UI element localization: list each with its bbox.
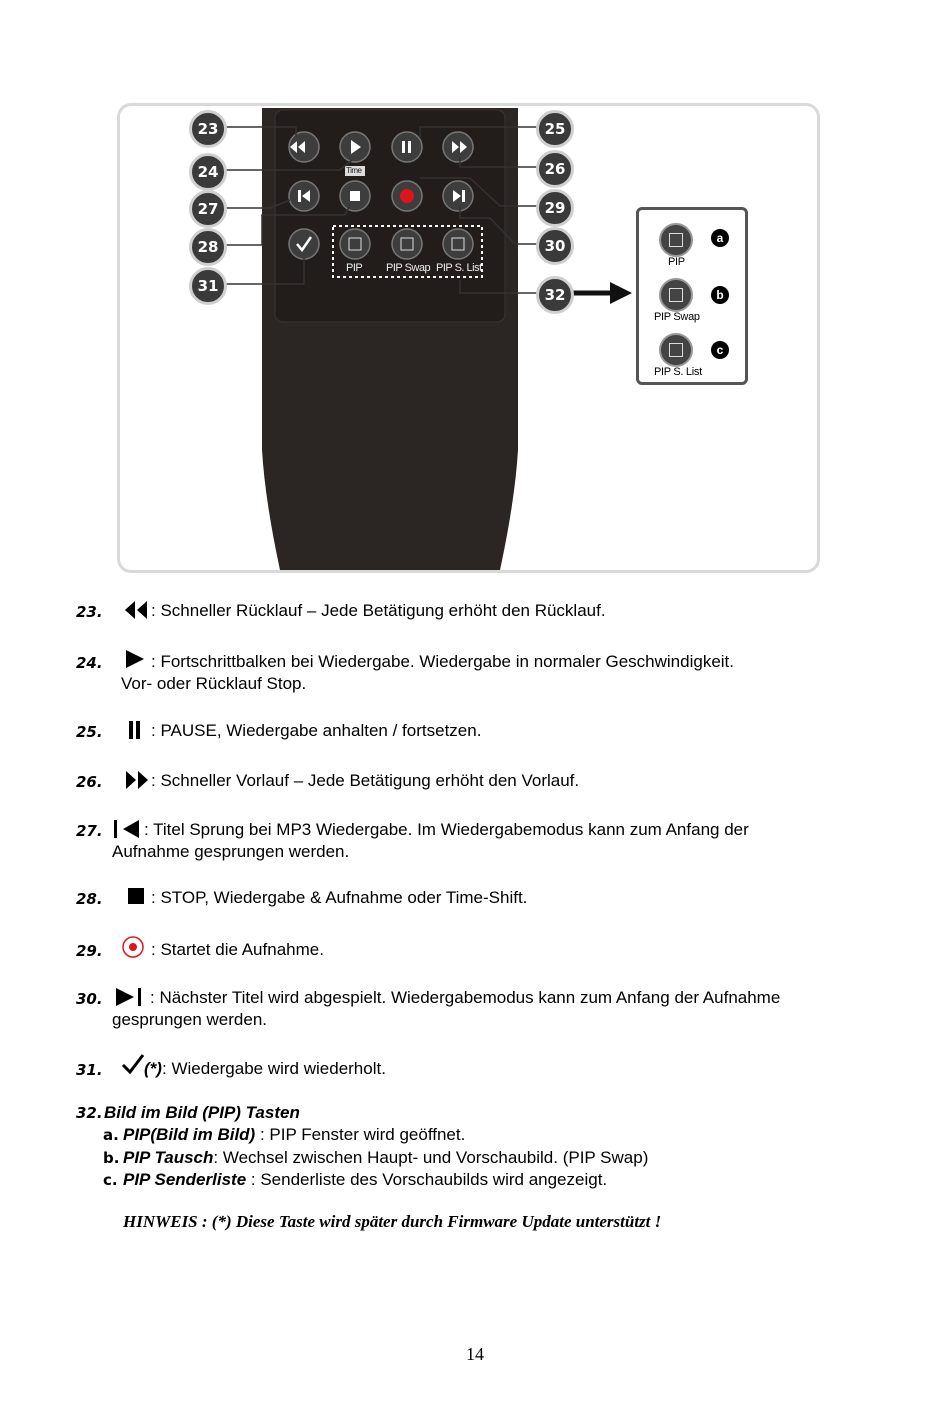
pip-entry-a-letter: a. [103, 1126, 119, 1144]
remote-control-illustration [0, 0, 950, 600]
item-31-asterisk: (*) [144, 1059, 162, 1078]
pip-panel-label-a: PIP [668, 256, 685, 268]
callout-27: 27 [189, 190, 227, 228]
pip-panel-button-b [659, 278, 693, 312]
item-24-text: : Fortschrittbalken bei Wiedergabe. Wiedergabe in normaler Geschwindigkeit. [151, 652, 734, 671]
previous-symbol-icon [113, 819, 143, 839]
pip-label: PIP [346, 262, 363, 274]
item-27-text-continued: Aufnahme gesprungen werden. [112, 842, 350, 861]
item-28-text: : STOP, Wiedergabe & Aufnahme oder Time-Shift. [151, 888, 528, 907]
play-symbol-icon [124, 649, 146, 669]
callout-32: 32 [536, 276, 574, 314]
stop-icon [350, 191, 360, 201]
callout-24: 24 [189, 153, 227, 191]
pip-button[interactable] [340, 229, 370, 259]
pause-icon [402, 141, 405, 153]
pip-entry-b-term: PIP Tausch [123, 1148, 214, 1167]
callout-31: 31 [189, 267, 227, 305]
pip-entry-b [123, 1147, 648, 1169]
pip-panel-letter-c: c [711, 341, 729, 359]
callout-30: 30 [536, 227, 574, 265]
item-30-number: 30. [76, 990, 103, 1008]
pip-slist-button[interactable] [443, 229, 473, 259]
item-23-text: : Schneller Rücklauf – Jede Betätigung erhöht den Rücklauf. [151, 601, 606, 620]
pip-slist-label: PIP S. List [436, 262, 482, 274]
rewind-symbol-icon [123, 600, 149, 620]
pause-button[interactable] [392, 132, 422, 162]
repeat-button[interactable] [289, 229, 319, 259]
item-24-text-continued: Vor- oder Rücklauf Stop. [121, 674, 307, 693]
callout-26: 26 [536, 150, 574, 188]
pip-entry-a-term: PIP(Bild im Bild) [123, 1125, 256, 1144]
pip-panel [636, 207, 748, 385]
item-25-text: : PAUSE, Wiedergabe anhalten / fortsetzen. [151, 721, 482, 740]
time-label: Time [346, 166, 362, 175]
pip-panel-label-b: PIP Swap [654, 311, 700, 323]
pip-panel-button-a [659, 223, 693, 257]
callout-23: 23 [189, 110, 227, 148]
item-29-text: : Startet die Aufnahme. [151, 940, 324, 959]
callout-28: 28 [189, 228, 227, 266]
pip-entry-b-letter: b. [103, 1149, 120, 1167]
page-number: 14 [466, 1344, 484, 1364]
record-symbol-icon [121, 935, 145, 959]
item-31-number: 31. [76, 1061, 103, 1079]
checkmark-symbol-icon [121, 1053, 145, 1075]
pip-section-title: Bild im Bild (PIP) Tasten [104, 1103, 300, 1122]
pip-entry-b-text: : Wechsel zwischen Haupt- und Vorschaubild. (PIP Swap) [213, 1148, 649, 1167]
firmware-note: HINWEIS : (*) Diese Taste wird später durch Firmware Update unterstützt ! [123, 1212, 662, 1231]
item-30-text: : Nächster Titel wird abgespielt. Wiedergabemodus kann zum Anfang der Aufnahme [150, 988, 781, 1007]
fast-forward-symbol-icon [124, 770, 150, 790]
pause-symbol-icon [128, 720, 142, 740]
item-32-number: 32. [76, 1104, 103, 1122]
arrow-to-pip-panel [610, 282, 632, 304]
pip-entry-c-text: : Senderliste des Vorschaubilds wird angezeigt. [246, 1170, 608, 1189]
pip-entry-c-letter: c. [103, 1171, 118, 1189]
pip-entry-a [123, 1124, 465, 1146]
item-30-text-continued: gesprungen werden. [112, 1010, 268, 1029]
item-29-number: 29. [76, 942, 103, 960]
pip-swap-label: PIP Swap [386, 262, 431, 274]
pip-panel-letter-b: b [711, 286, 729, 304]
pip-entry-a-text: : PIP Fenster wird geöffnet. [255, 1125, 466, 1144]
callout-29: 29 [536, 189, 574, 227]
record-dot-icon [400, 189, 414, 203]
item-23-number: 23. [76, 603, 103, 621]
item-27-text: : Titel Sprung bei MP3 Wiedergabe. Im Wiedergabemodus kann zum Anfang der [144, 820, 749, 839]
item-24-number: 24. [76, 654, 103, 672]
item-31-text: : Wiedergabe wird wiederholt. [162, 1059, 386, 1078]
pip-swap-button[interactable] [392, 229, 422, 259]
item-28-number: 28. [76, 890, 103, 908]
pip-panel-letter-a: a [711, 229, 729, 247]
pip-panel-label-c: PIP S. List [654, 366, 702, 378]
item-27-number: 27. [76, 822, 103, 840]
item-25-number: 25. [76, 723, 103, 741]
pip-panel-button-c [659, 333, 693, 367]
pip-entry-c [123, 1169, 607, 1191]
item-26-text: : Schneller Vorlauf – Jede Betätigung erhöht den Vorlauf. [151, 771, 580, 790]
callout-25: 25 [536, 110, 574, 148]
pip-entry-c-term: PIP Senderliste [123, 1170, 247, 1189]
next-symbol-icon [114, 987, 148, 1007]
stop-symbol-icon [127, 887, 145, 905]
item-26-number: 26. [76, 773, 103, 791]
